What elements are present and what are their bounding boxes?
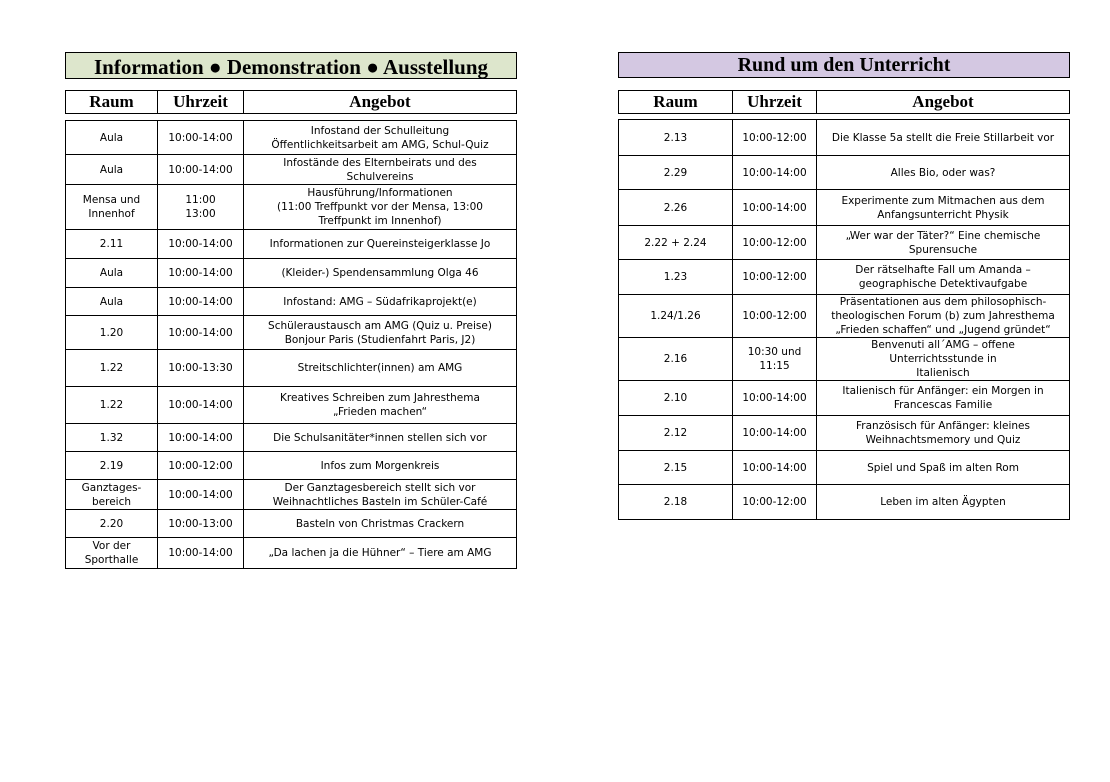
cell-angebot: Spiel und Spaß im alten Rom — [817, 451, 1070, 485]
cell-angebot: Die Klasse 5a stellt die Freie Stillarbeit vor — [817, 120, 1070, 156]
table-row — [619, 451, 1070, 485]
cell-uhrzeit: 10:00-14:00 — [158, 316, 244, 350]
cell-raum: 2.11 — [66, 230, 158, 259]
cell-raum: 2.26 — [619, 190, 733, 226]
cell-angebot: Italienisch für Anfänger: ein Morgen in Francescas Familie — [817, 381, 1070, 416]
cell-angebot: „Wer war der Täter?“ Eine chemische Spurensuche — [817, 226, 1070, 260]
right-section-title: Rund um den Unterricht — [618, 52, 1070, 78]
cell-uhrzeit: 10:00-12:00 — [158, 452, 244, 480]
table-row — [619, 381, 1070, 416]
left-section-title: Information ● Demonstration ● Ausstellung — [65, 52, 517, 79]
header-angebot: Angebot — [349, 92, 411, 111]
header-angebot: Angebot — [912, 92, 974, 111]
cell-raum: Aula — [66, 155, 158, 185]
table-row — [66, 316, 517, 350]
cell-raum: Ganztages- bereich — [66, 480, 158, 510]
cell-angebot: Französisch für Anfänger: kleines Weihnachtsmemory und Quiz — [817, 416, 1070, 451]
cell-uhrzeit: 10:00-14:00 — [733, 416, 817, 451]
table-row — [619, 416, 1070, 451]
right-schedule-table — [618, 119, 1070, 520]
table-row — [619, 190, 1070, 226]
cell-raum: Aula — [66, 288, 158, 316]
table-row — [66, 387, 517, 424]
cell-angebot: Hausführung/Informationen (11:00 Treffpunkt vor der Mensa, 13:00 Treffpunkt im Innenhof) — [244, 185, 517, 230]
table-row — [619, 485, 1070, 520]
table-row — [619, 156, 1070, 190]
cell-raum: 2.19 — [66, 452, 158, 480]
left-schedule-table — [65, 120, 517, 569]
cell-raum: 2.16 — [619, 338, 733, 381]
table-row — [66, 452, 517, 480]
table-row — [66, 121, 517, 155]
cell-uhrzeit: 10:00-14:00 — [733, 156, 817, 190]
cell-angebot: Leben im alten Ägypten — [817, 485, 1070, 520]
table-row — [619, 338, 1070, 381]
cell-angebot: Kreatives Schreiben zum Jahresthema „Frieden machen“ — [244, 387, 517, 424]
table-row — [66, 480, 517, 510]
cell-angebot: Informationen zur Quereinsteigerklasse Jo — [244, 230, 517, 259]
cell-uhrzeit: 10:00-14:00 — [158, 288, 244, 316]
table-row — [619, 120, 1070, 156]
cell-raum: Aula — [66, 259, 158, 288]
cell-uhrzeit: 10:00-12:00 — [733, 485, 817, 520]
right-table-header — [618, 90, 1070, 114]
cell-uhrzeit: 10:00-14:00 — [158, 387, 244, 424]
cell-raum: 2.22 + 2.24 — [619, 226, 733, 260]
cell-angebot: Streitschlichter(innen) am AMG — [244, 350, 517, 387]
cell-angebot: Benvenuti all´AMG – offene Unterrichtsstunde in Italienisch — [817, 338, 1070, 381]
cell-uhrzeit: 10:00-14:00 — [158, 480, 244, 510]
header-raum: Raum — [619, 91, 733, 113]
cell-angebot: Infostand: AMG – Südafrikaprojekt(e) — [244, 288, 517, 316]
cell-raum: 1.32 — [66, 424, 158, 452]
cell-uhrzeit: 10:00-14:00 — [733, 190, 817, 226]
cell-raum: 2.20 — [66, 510, 158, 538]
table-row — [66, 185, 517, 230]
cell-raum: 1.20 — [66, 316, 158, 350]
cell-uhrzeit: 10:00-13:30 — [158, 350, 244, 387]
cell-angebot: Schüleraustausch am AMG (Quiz u. Preise) Bonjour Paris (Studienfahrt Paris, J2) — [244, 316, 517, 350]
cell-raum: 2.13 — [619, 120, 733, 156]
table-row — [66, 288, 517, 316]
cell-raum: 1.23 — [619, 260, 733, 295]
cell-raum: 2.12 — [619, 416, 733, 451]
cell-uhrzeit: 10:00-14:00 — [158, 230, 244, 259]
table-row — [66, 538, 517, 569]
cell-uhrzeit: 10:00-12:00 — [733, 226, 817, 260]
cell-raum: Vor der Sporthalle — [66, 538, 158, 569]
header-uhrzeit: Uhrzeit — [158, 91, 244, 113]
left-table-header — [65, 90, 517, 114]
table-row — [66, 510, 517, 538]
table-row — [66, 350, 517, 387]
table-row — [66, 259, 517, 288]
cell-angebot: Infostände des Elternbeirats und des Schulvereins — [244, 155, 517, 185]
cell-angebot: Infos zum Morgenkreis — [244, 452, 517, 480]
cell-uhrzeit: 10:00-13:00 — [158, 510, 244, 538]
cell-angebot: Der Ganztagesbereich stellt sich vor Weihnachtliches Basteln im Schüler-Café — [244, 480, 517, 510]
cell-angebot: Die Schulsanitäter*innen stellen sich vor — [244, 424, 517, 452]
cell-angebot: Präsentationen aus dem philosophisch- theologischen Forum (b) zum Jahresthema „Frieden schaffen“ und „Jugend gründet“ — [817, 295, 1070, 338]
cell-uhrzeit: 10:00-12:00 — [733, 260, 817, 295]
table-row — [66, 155, 517, 185]
cell-uhrzeit: 10:00-14:00 — [158, 538, 244, 569]
cell-angebot: Basteln von Christmas Crackern — [244, 510, 517, 538]
cell-uhrzeit: 10:00-14:00 — [158, 155, 244, 185]
cell-angebot: Infostand der Schulleitung Öffentlichkeitsarbeit am AMG, Schul-Quiz — [244, 121, 517, 155]
table-row — [66, 230, 517, 259]
table-row — [619, 295, 1070, 338]
header-raum: Raum — [66, 91, 158, 113]
cell-angebot: Experimente zum Mitmachen aus dem Anfangsunterricht Physik — [817, 190, 1070, 226]
cell-raum: 2.10 — [619, 381, 733, 416]
cell-raum: Aula — [66, 121, 158, 155]
table-row — [619, 226, 1070, 260]
cell-raum: 1.22 — [66, 350, 158, 387]
cell-uhrzeit: 10:30 und 11:15 — [733, 338, 817, 381]
cell-uhrzeit: 10:00-14:00 — [158, 259, 244, 288]
cell-angebot: Alles Bio, oder was? — [817, 156, 1070, 190]
cell-raum: 2.18 — [619, 485, 733, 520]
cell-raum: 1.22 — [66, 387, 158, 424]
cell-raum: 1.24/1.26 — [619, 295, 733, 338]
cell-uhrzeit: 11:00 13:00 — [158, 185, 244, 230]
header-uhrzeit: Uhrzeit — [733, 91, 817, 113]
cell-angebot: (Kleider-) Spendensammlung Olga 46 — [244, 259, 517, 288]
cell-angebot: „Da lachen ja die Hühner“ – Tiere am AMG — [244, 538, 517, 569]
cell-uhrzeit: 10:00-14:00 — [158, 424, 244, 452]
table-row — [66, 424, 517, 452]
cell-uhrzeit: 10:00-12:00 — [733, 120, 817, 156]
cell-uhrzeit: 10:00-12:00 — [733, 295, 817, 338]
table-row — [619, 260, 1070, 295]
cell-raum: 2.15 — [619, 451, 733, 485]
cell-uhrzeit: 10:00-14:00 — [733, 451, 817, 485]
cell-uhrzeit: 10:00-14:00 — [158, 121, 244, 155]
cell-raum: Mensa und Innenhof — [66, 185, 158, 230]
cell-uhrzeit: 10:00-14:00 — [733, 381, 817, 416]
cell-angebot: Der rätselhafte Fall um Amanda – geographische Detektivaufgabe — [817, 260, 1070, 295]
cell-raum: 2.29 — [619, 156, 733, 190]
